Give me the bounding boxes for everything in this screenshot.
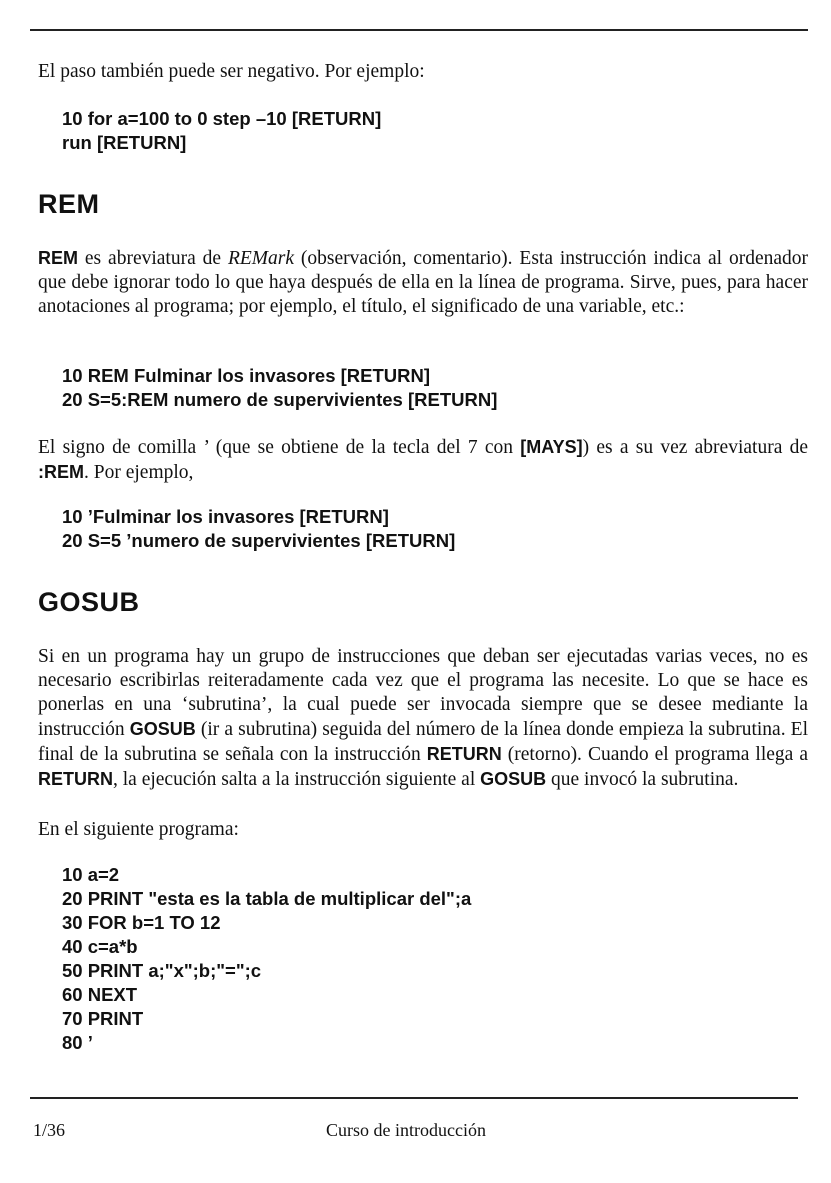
code-line: 10 REM Fulminar los invasores [RETURN] <box>62 365 431 386</box>
code-line: run [RETURN] <box>62 132 187 153</box>
keyword: RETURN <box>426 744 502 764</box>
top-rule <box>30 29 808 31</box>
keyword: :REM <box>38 462 84 482</box>
text: que invocó la subrutina. <box>546 769 739 790</box>
footer-title: Curso de introducción <box>326 1120 486 1140</box>
gosub-paragraph <box>38 645 808 792</box>
code-line: 10 a=2 <box>62 864 120 885</box>
code-line: 30 FOR b=1 TO 12 <box>62 912 221 933</box>
emphasis: REMark <box>227 248 295 269</box>
page-number: 1/36 <box>33 1120 66 1140</box>
keyword: [MAYS] <box>520 437 583 457</box>
comilla-paragraph <box>38 435 808 485</box>
text: (retorno). Cuando el programa llega a <box>501 744 808 765</box>
code-line: 70 PRINT <box>62 1008 144 1029</box>
code-block-rem <box>62 364 497 412</box>
code-line: 60 NEXT <box>62 984 138 1005</box>
keyword: GOSUB <box>129 719 196 739</box>
code-line: 80 ’ <box>62 1032 93 1053</box>
code-line: 20 PRINT "esta es la tabla de multiplicar del";a <box>62 888 472 909</box>
keyword: RETURN <box>38 769 113 789</box>
code-block-step <box>62 107 381 155</box>
text: es abreviatura de <box>78 248 228 269</box>
rem-heading: REM <box>38 189 100 219</box>
gosub-heading: GOSUB <box>38 587 140 617</box>
code-line: 40 c=a*b <box>62 936 138 957</box>
text: ) es a su vez abreviatura de <box>582 437 808 458</box>
bottom-rule <box>30 1097 798 1099</box>
code-line: 20 S=5:REM numero de supervivientes [RETURN] <box>62 389 498 410</box>
text: . Por ejemplo, <box>84 462 194 483</box>
code-line: 20 S=5 ’numero de supervivientes [RETURN] <box>62 530 456 551</box>
text: (ir a subrutina) seguida del número de la línea donde empieza la subrutina. El final de la subrutina se señala con la instrucción <box>38 719 808 765</box>
code-line: 10 ’Fulminar los invasores [RETURN] <box>62 506 389 527</box>
text: Si en un programa hay un grupo de instrucciones que deban ser ejecutadas varias veces, no es necesario escribirlas reiteradamente cada vez que el programa las necesite. Lo que se hace es ponerlas en una ‘subrutina’, la cual puede ser invocada siempre que se desee mediante la instrucción <box>38 646 808 740</box>
code-line: 50 PRINT a;"x";b;"=";c <box>62 960 262 981</box>
text: El signo de comilla ’ (que se obtiene de la tecla del 7 con <box>38 437 521 458</box>
text: (observación, comentario). Esta instrucción indica al ordenador que debe ignorar todo lo que haya después de ella en la línea de programa. Sirve, pues, para hacer anotaciones al programa; por ejemplo, el título, el significado de una variable, etc.: <box>38 248 809 317</box>
text: , la ejecución salta a la instrucción siguiente al <box>113 769 481 790</box>
code-block-program <box>62 863 471 1055</box>
code-line: 10 for a=100 to 0 step –10 [RETURN] <box>62 108 382 129</box>
rem-paragraph <box>38 246 808 319</box>
keyword: GOSUB <box>480 769 547 789</box>
code-block-comilla <box>62 505 455 553</box>
intro-text: El paso también puede ser negativo. Por ejemplo: <box>38 61 425 82</box>
program-intro: En el siguiente programa: <box>38 819 239 840</box>
keyword: REM <box>38 248 78 268</box>
